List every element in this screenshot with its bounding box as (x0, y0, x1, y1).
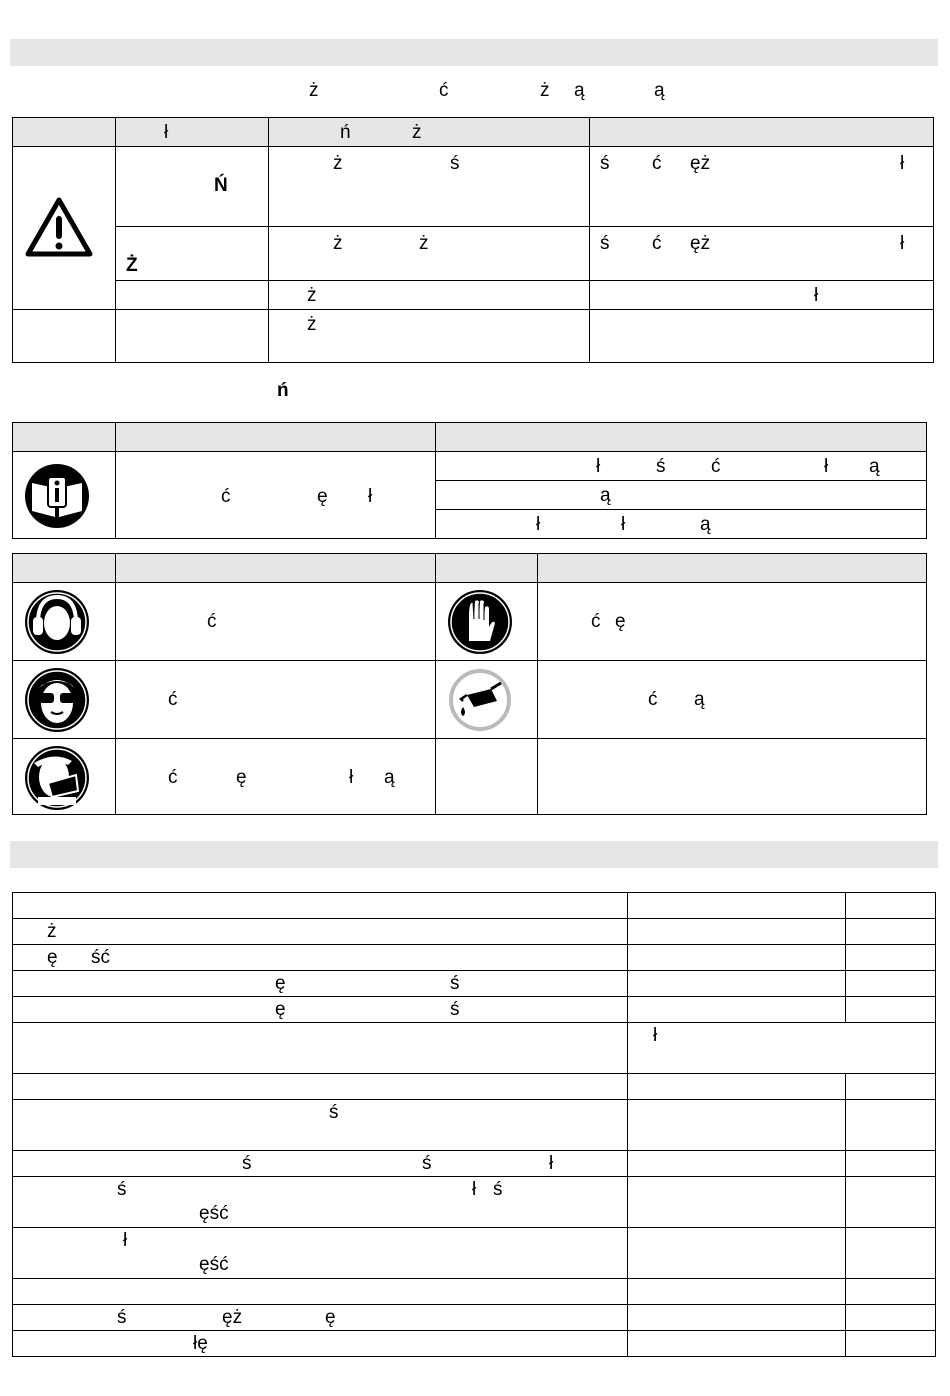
oil-can-icon (447, 667, 513, 739)
spec-row (13, 893, 936, 919)
spec-row: ś (13, 1100, 936, 1151)
hazard-row: Ż ż ż ś ć ęż ł (13, 227, 934, 281)
info-row: ł ł ą (13, 510, 927, 539)
hazard-row: Ń ż ś ś ć ęż ł (13, 147, 934, 227)
ear-protection-icon (24, 589, 90, 661)
hazard-table (12, 117, 934, 363)
respirator-mask-icon (24, 745, 90, 817)
eye-protection-icon (24, 667, 90, 739)
spec-row: ę ś (13, 971, 936, 997)
info-table-header (13, 423, 927, 452)
spec-row: ś ł ś ęść (13, 1177, 936, 1228)
section-title: ń (277, 380, 289, 401)
spec-row: ż (13, 919, 936, 945)
spec-row: łę (13, 1331, 936, 1357)
info-table (12, 422, 927, 539)
spec-row: ł (13, 1023, 936, 1074)
hazard-row: ż ł (13, 281, 934, 310)
read-manual-icon (24, 463, 90, 535)
section-band-1 (10, 39, 938, 66)
spec-row: ł ęść (13, 1228, 936, 1279)
ppe-table (12, 553, 927, 815)
ppe-table-header (13, 554, 927, 583)
info-row: ć ę ł ł ś ć ł ą (13, 452, 927, 481)
spec-row: ę ść (13, 945, 936, 971)
ppe-row: ć ć ą (13, 661, 927, 739)
hazard-row: ż (13, 310, 934, 363)
section-band-2 (10, 841, 938, 868)
warning-triangle-icon (25, 197, 93, 263)
spec-row (13, 1279, 936, 1305)
ppe-row: ć ć ę (13, 583, 927, 661)
spec-row: ś ęż ę (13, 1305, 936, 1331)
ppe-row: ć ę ł ą (13, 739, 927, 815)
spec-table (12, 892, 936, 1357)
gloves-icon (447, 589, 513, 661)
hazard-table-header: ł ń ż (13, 118, 934, 147)
spec-row: ś ś ł (13, 1151, 936, 1177)
spec-row (13, 1074, 936, 1100)
spec-row: ę ś (13, 997, 936, 1023)
info-row: ą (13, 481, 927, 510)
